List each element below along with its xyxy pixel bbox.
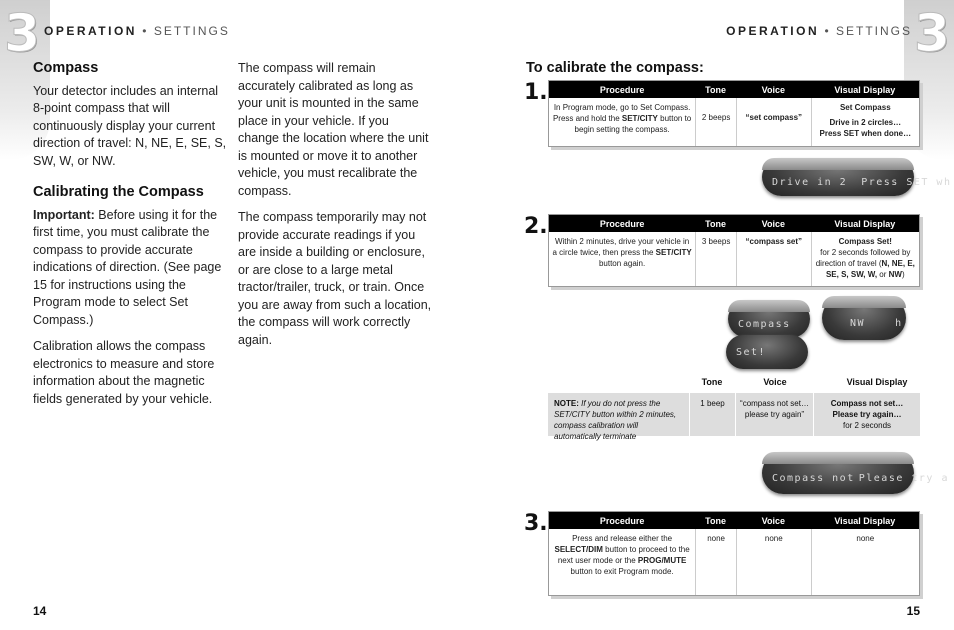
note-tone: 1 beep [689, 393, 735, 436]
step-2-number: 2. [524, 214, 548, 239]
direction-nw: NW [888, 270, 902, 279]
compass-heading: Compass [33, 60, 99, 76]
running-head-settings: SETTINGS [835, 24, 912, 38]
table-header [549, 512, 919, 529]
header-voice: Voice [761, 218, 785, 229]
header-visual: Visual Display [834, 218, 896, 229]
note-header-visual: Visual Display [846, 377, 908, 387]
step-2-display-image-2 [726, 335, 808, 369]
step-2-tone: 3 beeps [695, 232, 736, 286]
step-2-voice: “compass set” [736, 232, 811, 286]
recalibrate-paragraph: The compass will remain accurately calibrated as long as your unit is mounted in the same place in your vehicle. If you change the location where the unit is mounted or move it to another vehicle, you must recalibrate the compass. [238, 61, 429, 198]
header-procedure: Procedure [599, 84, 645, 95]
lcd-text: Compass [738, 318, 791, 330]
proc-text: button again. [598, 259, 646, 268]
step-2-display-image-3 [822, 296, 906, 340]
running-head-settings: SETTINGS [153, 24, 230, 38]
calibration-paragraph: Calibration allows the compass electronics to measure and store information about the magnetic fields generated by your vehicle. [33, 339, 215, 406]
important-text: Before using it for the first time, you must calibrate the compass to provide accurate indications of direction. (See page 15 for instructions using the Program mode to select Set Compass.) [33, 207, 222, 327]
lcd-text: Drive in 2 [772, 176, 848, 188]
select-dim-label: SELECT/DIM [554, 545, 603, 554]
step-1-table [548, 80, 920, 147]
note-voice: “compass not set… please try again” [735, 393, 813, 436]
step-3-tone: none [695, 529, 736, 595]
important-paragraph [33, 207, 228, 330]
running-head-sep: • [136, 24, 154, 38]
visual-line: Press SET when done… [819, 129, 912, 138]
note-body: If you do not press the SET/CITY button within 2 minutes, compass calibration will automatically terminate [554, 399, 677, 441]
proc-text: Press and release either the [572, 534, 673, 543]
header-voice: Voice [761, 84, 785, 95]
important-label: Important: [33, 207, 95, 222]
step-3-visual: none [811, 529, 919, 595]
table-row [549, 232, 919, 286]
lcd-text: Press SET wh [861, 176, 952, 188]
step-1-visual [811, 98, 919, 146]
step-1-number: 1. [524, 80, 548, 105]
direction-list: N, NE, E, SE, S, SW, W, [825, 259, 915, 279]
note-header-voice: Voice [763, 377, 787, 387]
header-tone: Tone [705, 218, 727, 229]
lcd-text: NW h [850, 317, 903, 329]
step-2-display-image-1 [728, 300, 810, 338]
page-number-right: 15 [906, 604, 920, 618]
calibrating-heading: Calibrating the Compass [33, 184, 204, 200]
compass-paragraph: Your detector includes an internal 8-point compass that will continuously display your current direction of travel: N, NE, E, SE, S, SW, W, or NW. [33, 83, 227, 168]
step-3-procedure [549, 529, 695, 595]
right-section-number: 3 [913, 4, 950, 64]
header-voice: Voice [761, 515, 785, 526]
step-1-voice: “set compass” [736, 98, 811, 146]
lcd-text: Please try a [858, 472, 949, 484]
proc-text: Within 2 minutes, drive your vehicle in a circle twice, then press the [552, 237, 690, 257]
visual-line: ) [901, 270, 905, 279]
header-procedure: Procedure [599, 515, 645, 526]
left-running-head [44, 24, 230, 38]
table-row [549, 98, 919, 146]
running-head-operation: OPERATION [726, 24, 820, 38]
set-city-label: SET/CITY [621, 114, 658, 123]
visual-line: Drive in 2 circles… [829, 118, 902, 127]
step-2-visual [811, 232, 919, 286]
note-visual [813, 393, 920, 436]
page-number-left: 14 [33, 604, 47, 618]
step-3-number: 3. [524, 511, 548, 536]
visual-line: or [877, 270, 889, 279]
proc-text: button to proceed to the next user mode or the [557, 545, 690, 565]
visual-line: Compass not set… [830, 399, 904, 408]
note-row [548, 393, 920, 441]
step-2-table [548, 214, 920, 287]
header-procedure: Procedure [599, 218, 645, 229]
step-3-table [548, 511, 920, 596]
header-visual: Visual Display [834, 515, 896, 526]
visual-line: Set Compass [839, 103, 891, 112]
lcd-text: Compass not [772, 472, 855, 484]
calibrate-title: To calibrate the compass: [526, 60, 704, 76]
header-tone: Tone [705, 515, 727, 526]
table-header [549, 81, 919, 98]
visual-line: Compass Set! [838, 237, 892, 246]
step-3-voice: none [736, 529, 811, 595]
left-column-1 [33, 60, 228, 417]
note-header-tone: Tone [701, 377, 723, 387]
right-running-head [726, 24, 912, 38]
prog-mute-label: PROG/MUTE [637, 556, 687, 565]
step-1-display-image [762, 158, 952, 196]
note-label: NOTE: [554, 399, 579, 408]
note-header [695, 377, 929, 387]
step-1-procedure [549, 98, 695, 146]
table-header [549, 215, 919, 232]
visual-line: for 2 seconds followed by direction of travel ( [815, 248, 911, 268]
left-section-number: 3 [4, 4, 41, 64]
step-2-procedure [549, 232, 695, 286]
table-row [549, 529, 919, 595]
lcd-text: Set! [736, 346, 767, 358]
set-city-label: SET/CITY [655, 248, 692, 257]
visual-line: for 2 seconds [842, 421, 892, 430]
note-display-image [762, 452, 949, 494]
header-visual: Visual Display [834, 84, 896, 95]
proc-text: button to exit Program mode. [570, 567, 674, 576]
proc-text: button to begin setting the compass. [574, 114, 692, 134]
header-tone: Tone [705, 84, 727, 95]
step-1-tone: 2 beeps [695, 98, 736, 146]
interference-paragraph: The compass temporarily may not provide accurate readings if you are inside a building or enclosure, or are close to a large metal tractor/trailer, truck, or train. Once you are away from such a location, the compass will work correctly again. [238, 210, 432, 347]
running-head-sep: • [819, 24, 836, 38]
visual-line: Please try again… [832, 410, 902, 419]
left-column-2 [238, 60, 433, 358]
running-head-operation: OPERATION [44, 24, 137, 38]
proc-text: In Program mode, go to Set Compass. Press and hold the [552, 103, 691, 123]
note-text [548, 393, 689, 441]
